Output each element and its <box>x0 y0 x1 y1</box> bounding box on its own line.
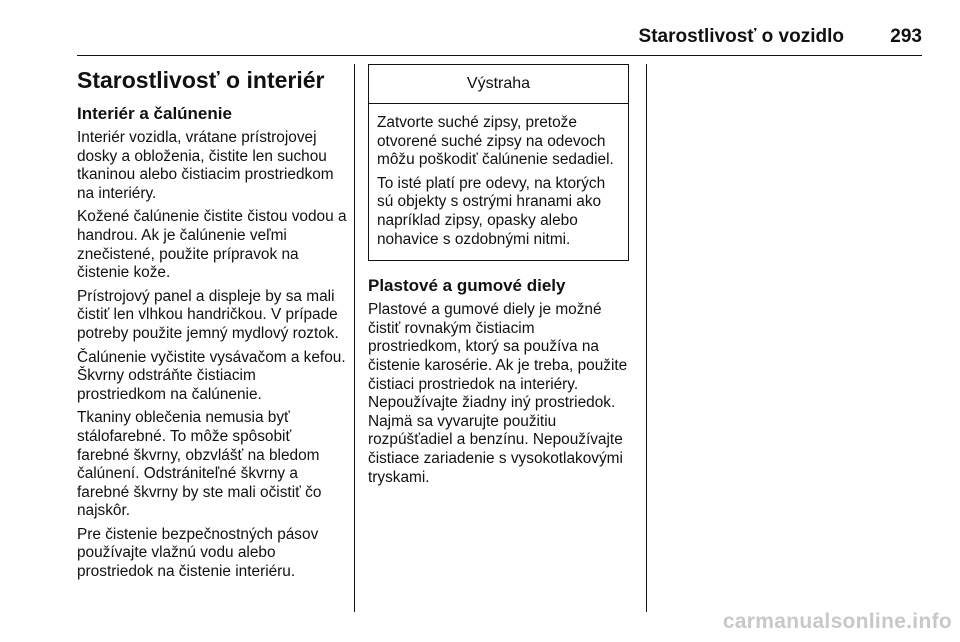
column-divider-left <box>354 64 355 612</box>
warning-box <box>368 64 629 261</box>
paragraph: Pre čistenie bezpečnostných pásov používajte vlažnú vodu alebo prostriedok na čistenie interiéru. <box>77 525 319 581</box>
paragraph: Interiér vozidla, vrátane prístrojovej dosky a obloženia, čistite len suchou tkaninou alebo čistiacim prostriedkom na interiéry. <box>77 129 334 202</box>
paragraph: Kožené čalúnenie čistite čistou vodou a handrou. Ak je čalúnenie veľmi znečistené, použite prípravok na čistenie kože. <box>77 208 347 282</box>
paragraph: Čalúnenie vyčistite vysávačom a kefou. Škvrny odstráňte čistiacim prostriedkom na čalúnenie. <box>77 348 346 403</box>
header-rule <box>77 55 922 56</box>
warning-title: Výstraha <box>369 65 628 104</box>
paragraph: Plastové a gumové diely je možné čistiť rovnakým čistiacim prostriedkom, ktorý sa používa na čistenie karosérie. Ak je treba, použite čistiaci prostriedok na interiéry. Nepoužívajte žiadny iný prostriedok. Najmä sa vyvarujte použitiu rozpúšťadiel a benzínu. Nepoužívajte čistiace zariadenie s vysokotlakovými tryskami. <box>368 301 628 486</box>
left-column <box>77 64 347 587</box>
page-number: 293 <box>890 26 922 47</box>
column-divider-right <box>646 64 647 612</box>
warning-paragraph: To isté platí pre odevy, na ktorých sú objekty s ostrými hranami ako napríklad zipsy, opasky alebo nohavice s ozdobnými nitmi. <box>377 174 606 248</box>
section-heading: Starostlivosť o interiér <box>77 67 325 93</box>
warning-paragraph: Zatvorte suché zipsy, pretože otvorené suché zipsy na odevoch môžu poškodiť čalúnenie sedadiel. <box>377 114 614 169</box>
paragraph: Tkaniny oblečenia nemusia byť stálofarebné. To môže spôsobiť farebné škvrny, obzvlášť na bledom čalúnení. Odstrániteľné škvrny a farebné škvrny by ste mali očistiť čo najskôr. <box>77 409 322 520</box>
running-title: Starostlivosť o vozidlo <box>638 26 844 47</box>
page-header <box>0 26 922 56</box>
paragraph: Prístrojový panel a displeje by sa mali čistiť len vlhkou handričkou. V prípade potreby použite jemný mydlový roztok. <box>77 287 339 342</box>
subsection-heading-plastic: Plastové a gumové diely <box>368 276 566 296</box>
warning-body <box>369 104 628 260</box>
watermark: carmanualsonline.info <box>722 610 952 633</box>
middle-column <box>368 64 632 492</box>
subsection-heading-interior: Interiér a čalúnenie <box>77 104 232 123</box>
